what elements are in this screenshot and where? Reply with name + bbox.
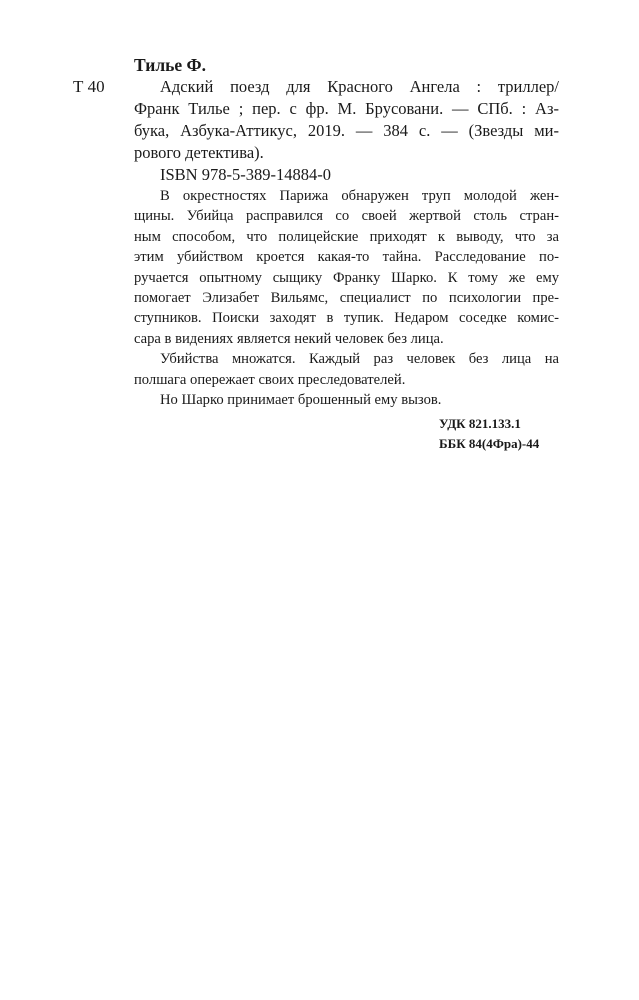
udc-code: УДК 821.133.1 bbox=[439, 416, 521, 431]
catalog-code: Т 40 bbox=[73, 77, 105, 96]
author-heading: Тилье Ф. bbox=[134, 55, 206, 75]
bibliographic-description bbox=[134, 76, 559, 164]
bibliographic-record bbox=[134, 54, 559, 410]
annotation-line: Убийства множатся. Каждый раз человек без лица на bbox=[160, 351, 559, 368]
annotation-line: щины. Убийца расправился со своей жертвой столь стран- bbox=[134, 208, 559, 225]
annotation-line: полшага опережает своих преследователей. bbox=[134, 371, 406, 388]
annotation-line: этим убийством кроется какая-то тайна. Расследование по- bbox=[134, 249, 559, 266]
annotation-line: В окрестностях Парижа обнаружен труп молодой жен- bbox=[160, 188, 559, 204]
bibliographic-line: Франк Тилье ; пер. с фр. М. Брусовани. — СПб. : Аз- bbox=[134, 99, 559, 118]
annotation-line: ручается опытному сыщику Франку Шарко. К тому же ему bbox=[134, 269, 559, 286]
bbk-code: ББК 84(4Фра)-44 bbox=[439, 436, 540, 451]
annotation-line: Но Шарко принимает брошенный ему вызов. bbox=[160, 392, 442, 409]
classification-codes bbox=[439, 414, 539, 454]
bibliographic-line: бука, Азбука-Аттикус, 2019. — 384 с. — (Звезды ми- bbox=[134, 121, 559, 140]
annotation bbox=[134, 186, 559, 410]
annotation-line: помогает Элизабет Вильямс, специалист по психологии пре- bbox=[134, 290, 559, 307]
bibliographic-line: рового детектива). bbox=[134, 143, 264, 162]
isbn: ISBN 978-5-389-14884-0 bbox=[160, 165, 331, 184]
bibliographic-line: Адский поезд для Красного Ангела : триллер/ bbox=[160, 77, 559, 96]
annotation-line: сара в видениях является некий человек без лица. bbox=[134, 330, 444, 347]
annotation-line: ным способом, что полицейские приходят к выводу, что за bbox=[134, 228, 559, 245]
annotation-line: ступников. Поиски заходят в тупик. Недаром соседке комис- bbox=[134, 310, 559, 327]
